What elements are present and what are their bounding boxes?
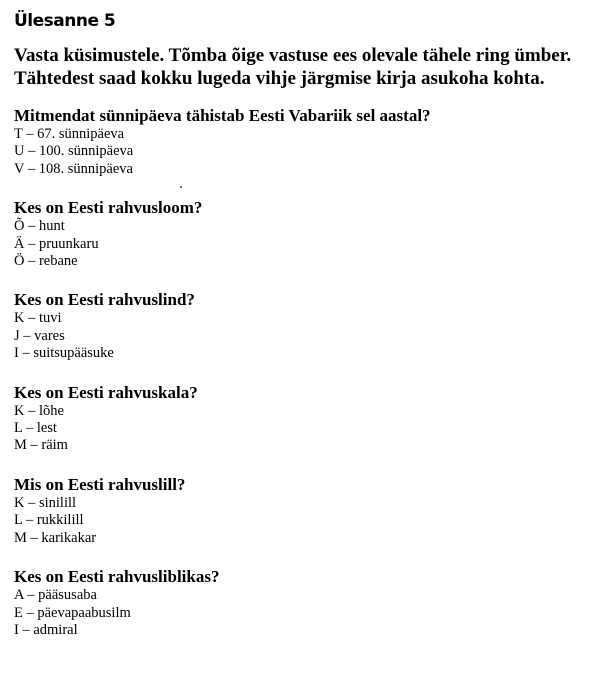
question-1 bbox=[14, 106, 594, 178]
answer-option: L – rukkilill bbox=[14, 512, 84, 529]
instructions: Vasta küsimustele. Tõmba õige vastuse ees olevale tähele ring ümber. Tähtedest saad kokku lugeda vihje järgmise kirja asukoha kohta. bbox=[14, 45, 572, 89]
question-text: Mis on Eesti rahvuslill? bbox=[14, 474, 186, 494]
answer-option: T – 67. sünnipäeva bbox=[14, 126, 125, 142]
answer-options bbox=[14, 126, 594, 178]
answer-option: L – lest bbox=[14, 420, 57, 437]
answer-option: Ä – pruunkaru bbox=[14, 235, 99, 252]
question-6 bbox=[14, 567, 594, 639]
question-5 bbox=[14, 475, 594, 547]
question-text: Kes on Eesti rahvuslind? bbox=[14, 290, 195, 310]
question-text: Kes on Eesti rahvusloom? bbox=[14, 198, 203, 218]
page-title: Ülesanne 5 bbox=[14, 11, 116, 31]
answer-option: J – vares bbox=[14, 327, 65, 344]
answer-options bbox=[14, 587, 594, 639]
answer-option: M – karikakar bbox=[14, 529, 97, 546]
answer-option: K – lõhe bbox=[14, 402, 64, 419]
answer-option: I – admiral bbox=[14, 621, 78, 638]
answer-options bbox=[14, 495, 594, 547]
answer-option: Õ – hunt bbox=[14, 218, 65, 235]
answer-option: V – 108. sünnipäeva bbox=[14, 160, 133, 177]
question-text: Kes on Eesti rahvusliblikas? bbox=[14, 567, 220, 587]
question-3 bbox=[14, 290, 594, 362]
question-4 bbox=[14, 383, 594, 455]
answer-option: Ö – rebane bbox=[14, 253, 78, 270]
worksheet-page bbox=[14, 10, 594, 639]
answer-option: I – suitsupääsuke bbox=[14, 345, 114, 362]
answer-options bbox=[14, 218, 594, 270]
answer-option: K – sinilill bbox=[14, 494, 77, 511]
question-text: Mitmendat sünnipäeva tähistab Eesti Vabariik sel aastal? bbox=[14, 106, 431, 125]
answer-option: A – pääsusaba bbox=[14, 587, 97, 604]
answer-option: K – tuvi bbox=[14, 310, 62, 327]
answer-options bbox=[14, 403, 594, 455]
question-list bbox=[14, 106, 594, 639]
answer-options bbox=[14, 310, 594, 362]
question-text: Kes on Eesti rahvuskala? bbox=[14, 382, 198, 402]
answer-option: E – päevapaabusilm bbox=[14, 604, 131, 621]
answer-option: M – räim bbox=[14, 437, 68, 454]
question-2 bbox=[14, 198, 594, 270]
stray-ink-dot bbox=[180, 186, 182, 188]
answer-option: U – 100. sünnipäeva bbox=[14, 143, 134, 160]
